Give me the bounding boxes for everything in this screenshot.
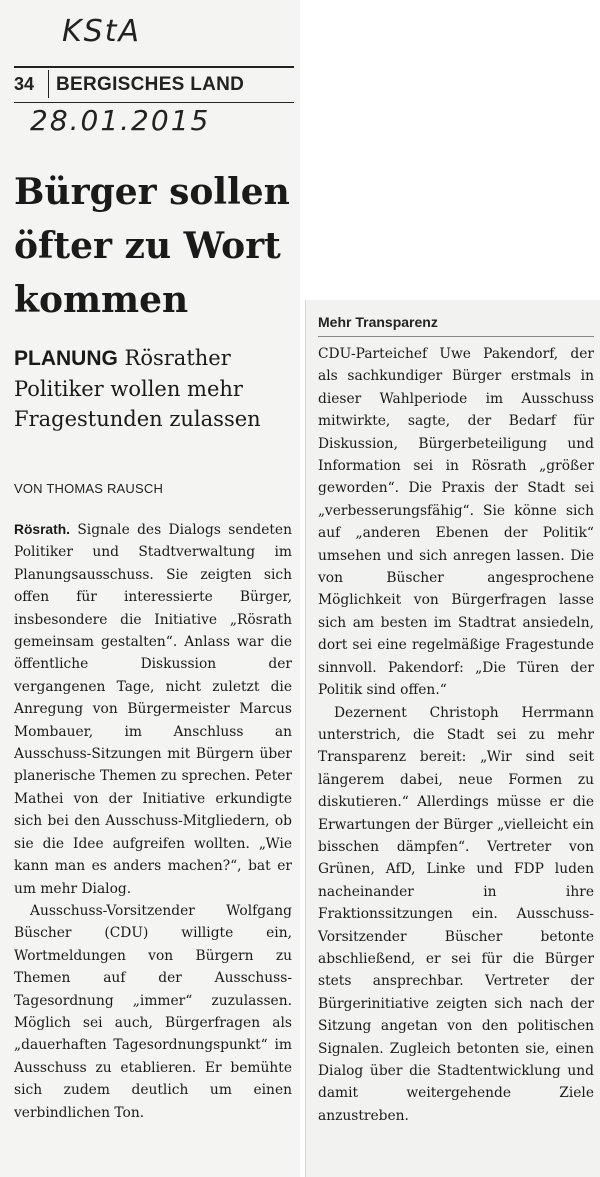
article-headline: Bürger sollen öfter zu Wort kommen (14, 171, 290, 321)
handwritten-date: 28.01.2015 (30, 104, 211, 137)
body-paragraph: CDU-Parteichef Uwe Pakendorf, der als sachkundiger Bürger erstmals in dieser Wahlperiode im Ausschuss mitwirkte, sagte, der Bedarf für Diskussion, Bürgerbeteiligung und Information sei in Rösrath „größer geworden“. Die Praxis der Stadt sei „verbesserungsfähig“. Sie könne sich auf „anderen Ebenen der Politik“ umsehen und sich anregen lassen. Die von Büscher angesprochene Möglichkeit von Bürgerfragen lasse sich am besten im Stadtrat ansiedeln, dort sei eine regelmäßige Fragestunde sinnvoll. Pakendorf: „Die Türen der Politik sind offen.“ (318, 346, 594, 699)
article-subheadline (14, 343, 298, 434)
section-divider (48, 70, 49, 98)
dateline-place: Rösrath. (14, 522, 70, 537)
body-paragraph: Dezernent Christoph Herrmann unterstrich, die Stadt sei zu mehr Transparenz bereit: „Wir sind seit längerem dabei, neue Formen zu diskutieren.“ Allerdings müsse er die Erwartungen der Bürger „vielleicht ein bisschen dämpfen“. Vertreter von Grünen, AfD, Linke und FDP luden nacheinander in ihre Fraktionssitzungen ein. Ausschuss-Vorsitzender Büscher betonte abschließend, er sei für die Bürger stets ansprechbar. Vertreter der Bürgerinitiative zeigten sich nach der Sitzung angetan von den politischen Signalen. Zugleich betonten sie, einen Dialog über die Stadtentwicklung und damit weitergehende Ziele anzustreben. (318, 704, 594, 1124)
article-kicker: PLANUNG (14, 347, 118, 370)
subheadline-text: Rösrather Politiker wollen mehr Fragestunden zulassen (14, 346, 261, 431)
paragraph-text: Signale des Dialogs sendeten Politiker und Stadtverwaltung im Planungsausschuss. Sie zeigten sich offen für interessierte Bürger, insbesondere die Initiative „Rösrath gemeinsam gestalten“. Anlass war die öffentliche Diskussion der vergangenen Tage, nicht zuletzt die Anregung von Bürgermeister Marcus Mombauer, im Anschluss an Ausschuss-Sitzungen mit Bürgern über planerische Themen zu sprechen. Peter Mathei von der Initiative erkundigte sich bei den Ausschuss-Mitgliedern, ob sie die Idee aufgreifen wollten. „Wie kann man es anders machen?“, bat er um mehr Dialog. (14, 522, 292, 897)
body-paragraph: Ausschuss-Vorsitzender Wolfgang Büscher (CDU) willigte ein, Wortmeldungen von Bürgern zu Themen auf der Ausschuss-Tagesordnung „immer“ zuzulassen. Möglich sei auch, Bürgerfragen als „dauerhaften Tagesordnungspunkt“ im Ausschuss zu etablieren. Er bemühte sich zudem deutlich um einen verbindlichen Ton. (14, 902, 292, 1121)
byline: VON THOMAS RAUSCH (14, 481, 164, 496)
handwritten-paper-mark: KStA (62, 14, 142, 49)
page-number: 34 (14, 74, 35, 94)
right-body-text (318, 343, 594, 1127)
section-title: BERGISCHES LAND (56, 74, 245, 95)
body-paragraph (14, 519, 292, 900)
right-subhead: Mehr Transparenz (318, 314, 438, 330)
subhead-rule (318, 336, 594, 337)
section-header (14, 66, 294, 103)
left-body-text (14, 519, 292, 1124)
